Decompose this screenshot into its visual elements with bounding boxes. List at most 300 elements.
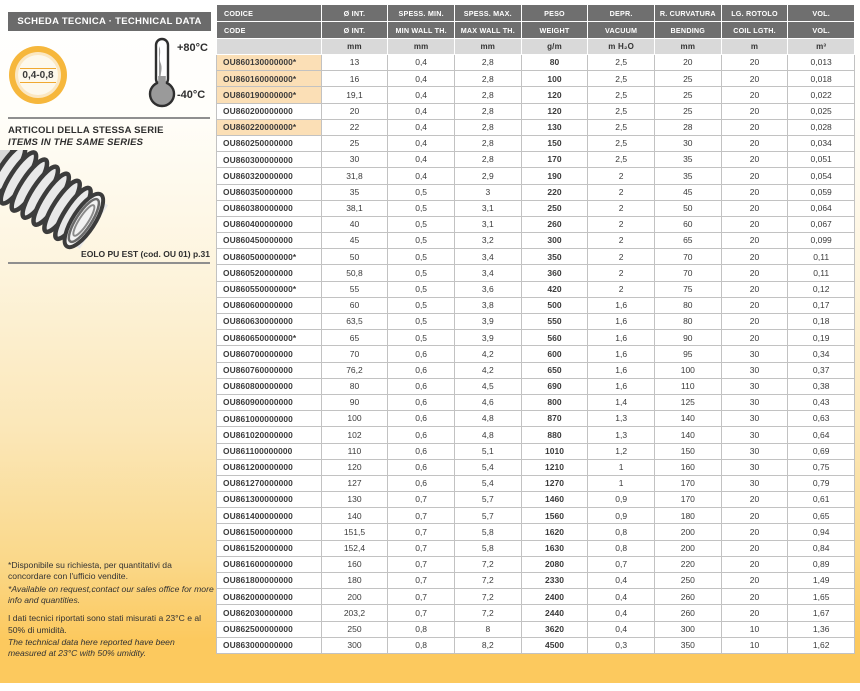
value-cell: 1,62 <box>788 637 855 653</box>
value-cell: 5,8 <box>454 524 521 540</box>
value-cell: 0,5 <box>388 233 455 249</box>
value-cell: 31,8 <box>321 168 388 184</box>
value-cell: 1,6 <box>588 314 655 330</box>
value-cell: 2,8 <box>454 119 521 135</box>
table-row <box>217 475 855 491</box>
value-cell: 0,8 <box>588 524 655 540</box>
value-cell: 0,7 <box>388 492 455 508</box>
value-cell: 13 <box>321 55 388 71</box>
temperature-max: +80°C <box>177 42 209 54</box>
value-cell: 1,6 <box>588 346 655 362</box>
table-row <box>217 330 855 346</box>
product-code-cell: OU861000000000 <box>217 411 322 427</box>
thermometer-icon <box>146 36 178 115</box>
product-code-cell: OU860350000000 <box>217 184 322 200</box>
value-cell: 35 <box>321 184 388 200</box>
table-body <box>217 55 855 654</box>
temperature-min: -40°C <box>177 89 206 101</box>
value-cell: 0,34 <box>788 346 855 362</box>
product-code-cell: OU861400000000 <box>217 508 322 524</box>
value-cell: 0,7 <box>388 524 455 540</box>
product-code-cell: OU861600000000 <box>217 556 322 572</box>
value-cell: 2 <box>588 168 655 184</box>
value-cell: 0,5 <box>388 184 455 200</box>
value-cell: 0,5 <box>388 265 455 281</box>
value-cell: 0,6 <box>388 475 455 491</box>
value-cell: 0,79 <box>788 475 855 491</box>
header-row-en <box>217 22 855 39</box>
value-cell: 20 <box>654 55 721 71</box>
value-cell: 0,9 <box>588 508 655 524</box>
value-cell: 1,3 <box>588 411 655 427</box>
value-cell: 20 <box>721 152 788 168</box>
value-cell: 20 <box>321 103 388 119</box>
value-cell: 30 <box>654 135 721 151</box>
value-cell: 1,2 <box>588 443 655 459</box>
column-header: MAX WALL TH. <box>454 22 521 39</box>
product-code-cell: OU860650000000* <box>217 330 322 346</box>
value-cell: 0,65 <box>788 508 855 524</box>
value-cell: 65 <box>654 233 721 249</box>
hose-image <box>0 150 112 259</box>
table-row <box>217 573 855 589</box>
value-cell: 0,89 <box>788 556 855 572</box>
value-cell: 25 <box>654 103 721 119</box>
value-cell: 2,8 <box>454 135 521 151</box>
value-cell: 1620 <box>521 524 588 540</box>
value-cell: 100 <box>521 71 588 87</box>
value-cell: 0,12 <box>788 281 855 297</box>
value-cell: 70 <box>654 249 721 265</box>
value-cell: 0,6 <box>388 346 455 362</box>
value-cell: 30 <box>721 411 788 427</box>
product-code-cell: OU861020000000 <box>217 427 322 443</box>
value-cell: 1,4 <box>588 394 655 410</box>
value-cell: 3,1 <box>454 216 521 232</box>
product-code-cell: OU860220000000* <box>217 119 322 135</box>
value-cell: 120 <box>521 103 588 119</box>
value-cell: 0,17 <box>788 297 855 313</box>
value-cell: 35 <box>654 168 721 184</box>
value-cell: 10 <box>721 637 788 653</box>
value-cell: 0,6 <box>388 411 455 427</box>
column-header: Ø INT. <box>321 22 388 39</box>
value-cell: 0,5 <box>388 330 455 346</box>
value-cell: 30 <box>721 459 788 475</box>
value-cell: 90 <box>654 330 721 346</box>
value-cell: 1,6 <box>588 330 655 346</box>
value-cell: 76,2 <box>321 362 388 378</box>
product-code-cell: OU860630000000 <box>217 314 322 330</box>
value-cell: 1210 <box>521 459 588 475</box>
product-code-cell: OU861800000000 <box>217 573 322 589</box>
value-cell: 420 <box>521 281 588 297</box>
value-cell: 0,7 <box>388 573 455 589</box>
value-cell: 30 <box>721 427 788 443</box>
value-cell: 3,8 <box>454 297 521 313</box>
table-row <box>217 152 855 168</box>
table-row <box>217 637 855 653</box>
value-cell: 20 <box>721 605 788 621</box>
value-cell: 100 <box>654 362 721 378</box>
table-row <box>217 297 855 313</box>
value-cell: 1560 <box>521 508 588 524</box>
value-cell: 2,5 <box>588 103 655 119</box>
table-row <box>217 168 855 184</box>
value-cell: 1,67 <box>788 605 855 621</box>
value-cell: 3620 <box>521 621 588 637</box>
table-row <box>217 55 855 71</box>
value-cell: 7,2 <box>454 556 521 572</box>
value-cell: 20 <box>721 589 788 605</box>
unit-cell: m <box>721 39 788 55</box>
value-cell: 30 <box>721 362 788 378</box>
value-cell: 4500 <box>521 637 588 653</box>
value-cell: 2330 <box>521 573 588 589</box>
value-cell: 0,4 <box>588 573 655 589</box>
table-row <box>217 589 855 605</box>
value-cell: 2400 <box>521 589 588 605</box>
value-cell: 5,7 <box>454 508 521 524</box>
value-cell: 2,8 <box>454 152 521 168</box>
table-row <box>217 556 855 572</box>
value-cell: 7,2 <box>454 605 521 621</box>
wall-thickness-badge-icon <box>9 46 67 104</box>
value-cell: 4,6 <box>454 394 521 410</box>
value-cell: 0,5 <box>388 216 455 232</box>
value-cell: 180 <box>321 573 388 589</box>
sidebar <box>0 0 216 691</box>
value-cell: 20 <box>721 314 788 330</box>
value-cell: 20 <box>721 330 788 346</box>
value-cell: 5,7 <box>454 492 521 508</box>
value-cell: 0,3 <box>588 637 655 653</box>
value-cell: 190 <box>521 168 588 184</box>
value-cell: 4,2 <box>454 362 521 378</box>
value-cell: 5,1 <box>454 443 521 459</box>
value-cell: 0,5 <box>388 297 455 313</box>
product-code-cell: OU860160000000* <box>217 71 322 87</box>
value-cell: 3,6 <box>454 281 521 297</box>
value-cell: 140 <box>321 508 388 524</box>
value-cell: 20 <box>721 233 788 249</box>
product-code-cell: OU860250000000 <box>217 135 322 151</box>
value-cell: 80 <box>654 297 721 313</box>
value-cell: 3,2 <box>454 233 521 249</box>
value-cell: 0,6 <box>388 378 455 394</box>
value-cell: 0,4 <box>388 119 455 135</box>
value-cell: 30 <box>721 475 788 491</box>
column-header: VOL. <box>788 22 855 39</box>
product-code-cell: OU860320000000 <box>217 168 322 184</box>
value-cell: 0,94 <box>788 524 855 540</box>
product-code-cell: OU860900000000 <box>217 394 322 410</box>
column-header: WEIGHT <box>521 22 588 39</box>
value-cell: 1,36 <box>788 621 855 637</box>
value-cell: 0,8 <box>388 637 455 653</box>
value-cell: 20 <box>721 265 788 281</box>
table-row <box>217 378 855 394</box>
value-cell: 0,7 <box>388 589 455 605</box>
value-cell: 5,8 <box>454 540 521 556</box>
value-cell: 16 <box>321 71 388 87</box>
value-cell: 30 <box>721 378 788 394</box>
table-row <box>217 492 855 508</box>
value-cell: 20 <box>721 135 788 151</box>
value-cell: 140 <box>654 427 721 443</box>
value-cell: 0,19 <box>788 330 855 346</box>
value-cell: 170 <box>521 152 588 168</box>
value-cell: 20 <box>721 200 788 216</box>
product-code-cell: OU860500000000* <box>217 249 322 265</box>
product-code-cell: OU862500000000 <box>217 621 322 637</box>
value-cell: 0,5 <box>388 200 455 216</box>
footnote-text: *Available on request,contact our sales office for more info and quantities. <box>8 583 214 606</box>
value-cell: 1 <box>588 459 655 475</box>
value-cell: 0,38 <box>788 378 855 394</box>
value-cell: 300 <box>654 621 721 637</box>
value-cell: 2 <box>588 233 655 249</box>
value-cell: 4,5 <box>454 378 521 394</box>
value-cell: 8,2 <box>454 637 521 653</box>
value-cell: 4,8 <box>454 427 521 443</box>
value-cell: 0,84 <box>788 540 855 556</box>
value-cell: 2 <box>588 265 655 281</box>
value-cell: 170 <box>654 492 721 508</box>
value-cell: 5,4 <box>454 459 521 475</box>
column-header: LG. ROTOLO <box>721 5 788 22</box>
value-cell: 1,65 <box>788 589 855 605</box>
value-cell: 25 <box>654 87 721 103</box>
table-row <box>217 200 855 216</box>
value-cell: 3 <box>454 184 521 200</box>
value-cell: 0,63 <box>788 411 855 427</box>
value-cell: 20 <box>721 55 788 71</box>
value-cell: 0,099 <box>788 233 855 249</box>
unit-cell: g/m <box>521 39 588 55</box>
value-cell: 0,6 <box>388 394 455 410</box>
product-code-cell: OU860550000000* <box>217 281 322 297</box>
table-row <box>217 540 855 556</box>
value-cell: 130 <box>321 492 388 508</box>
value-cell: 200 <box>321 589 388 605</box>
value-cell: 2 <box>588 200 655 216</box>
value-cell: 22 <box>321 119 388 135</box>
table-row <box>217 314 855 330</box>
value-cell: 0,75 <box>788 459 855 475</box>
value-cell: 360 <box>521 265 588 281</box>
value-cell: 300 <box>321 637 388 653</box>
value-cell: 0,054 <box>788 168 855 184</box>
value-cell: 102 <box>321 427 388 443</box>
value-cell: 25 <box>321 135 388 151</box>
product-code-cell: OU860380000000 <box>217 200 322 216</box>
value-cell: 0,8 <box>388 621 455 637</box>
table-row <box>217 103 855 119</box>
value-cell: 0,69 <box>788 443 855 459</box>
value-cell: 0,4 <box>388 168 455 184</box>
product-code-cell: OU860700000000 <box>217 346 322 362</box>
header-row-it <box>217 5 855 22</box>
product-code-cell: OU861270000000 <box>217 475 322 491</box>
column-header: CODICE <box>217 5 322 22</box>
value-cell: 20 <box>721 71 788 87</box>
value-cell: 2 <box>588 281 655 297</box>
value-cell: 151,5 <box>321 524 388 540</box>
value-cell: 650 <box>521 362 588 378</box>
value-cell: 0,61 <box>788 492 855 508</box>
value-cell: 0,4 <box>588 605 655 621</box>
value-cell: 150 <box>521 135 588 151</box>
value-cell: 20 <box>721 249 788 265</box>
value-cell: 1,49 <box>788 573 855 589</box>
table-row <box>217 621 855 637</box>
value-cell: 260 <box>654 605 721 621</box>
value-cell: 250 <box>654 573 721 589</box>
value-cell: 19,1 <box>321 87 388 103</box>
table-row <box>217 119 855 135</box>
value-cell: 500 <box>521 297 588 313</box>
table-row <box>217 459 855 475</box>
related-item-caption: EOLO PU EST (cod. OU 01) p.31 <box>81 249 210 259</box>
value-cell: 2,5 <box>588 71 655 87</box>
column-header: R. CURVATURA <box>654 5 721 22</box>
value-cell: 3,4 <box>454 249 521 265</box>
value-cell: 25 <box>654 71 721 87</box>
badge-value: 0,4-0,8 <box>22 69 54 81</box>
value-cell: 120 <box>321 459 388 475</box>
table-row <box>217 71 855 87</box>
footnotes <box>8 560 214 661</box>
column-header: PESO <box>521 5 588 22</box>
value-cell: 0,013 <box>788 55 855 71</box>
value-cell: 20 <box>721 540 788 556</box>
value-cell: 800 <box>521 394 588 410</box>
table-row <box>217 135 855 151</box>
technical-data-table <box>216 4 855 654</box>
product-code-cell: OU860300000000 <box>217 152 322 168</box>
value-cell: 0,6 <box>388 362 455 378</box>
value-cell: 0,4 <box>588 589 655 605</box>
unit-cell: m³ <box>788 39 855 55</box>
series-heading-it: ARTICOLI DELLA STESSA SERIE <box>8 125 164 136</box>
divider-line <box>8 262 210 264</box>
value-cell: 170 <box>654 475 721 491</box>
column-header: SPESS. MAX. <box>454 5 521 22</box>
value-cell: 0,025 <box>788 103 855 119</box>
unit-cell: m H₂O <box>588 39 655 55</box>
value-cell: 1460 <box>521 492 588 508</box>
unit-cell: mm <box>321 39 388 55</box>
table-row <box>217 427 855 443</box>
table-row <box>217 508 855 524</box>
value-cell: 0,034 <box>788 135 855 151</box>
value-cell: 180 <box>654 508 721 524</box>
footnote-text: The technical data here reported have been measured at 23°C with 50% umidity. <box>8 637 175 659</box>
value-cell: 600 <box>521 346 588 362</box>
value-cell: 0,7 <box>388 605 455 621</box>
value-cell: 75 <box>654 281 721 297</box>
value-cell: 7,2 <box>454 573 521 589</box>
table-row <box>217 411 855 427</box>
value-cell: 70 <box>321 346 388 362</box>
value-cell: 560 <box>521 330 588 346</box>
value-cell: 0,7 <box>388 556 455 572</box>
value-cell: 350 <box>654 637 721 653</box>
unit-row <box>217 39 855 55</box>
value-cell: 110 <box>321 443 388 459</box>
value-cell: 2,9 <box>454 168 521 184</box>
value-cell: 0,7 <box>388 508 455 524</box>
table-row <box>217 394 855 410</box>
value-cell: 0,022 <box>788 87 855 103</box>
column-header: MIN WALL TH. <box>388 22 455 39</box>
value-cell: 2,8 <box>454 71 521 87</box>
value-cell: 30 <box>321 152 388 168</box>
value-cell: 152,4 <box>321 540 388 556</box>
value-cell: 10 <box>721 621 788 637</box>
value-cell: 870 <box>521 411 588 427</box>
product-code-cell: OU860130000000* <box>217 55 322 71</box>
value-cell: 127 <box>321 475 388 491</box>
value-cell: 0,6 <box>388 459 455 475</box>
value-cell: 0,4 <box>588 621 655 637</box>
table-row <box>217 362 855 378</box>
value-cell: 20 <box>721 216 788 232</box>
technical-data-table-wrap <box>216 4 855 654</box>
value-cell: 5,4 <box>454 475 521 491</box>
value-cell: 300 <box>521 233 588 249</box>
value-cell: 140 <box>654 411 721 427</box>
value-cell: 2,8 <box>454 55 521 71</box>
table-row <box>217 605 855 621</box>
value-cell: 220 <box>654 556 721 572</box>
value-cell: 0,4 <box>388 103 455 119</box>
value-cell: 0,8 <box>588 540 655 556</box>
value-cell: 120 <box>521 87 588 103</box>
value-cell: 2 <box>588 184 655 200</box>
value-cell: 45 <box>321 233 388 249</box>
column-header: VACUUM <box>588 22 655 39</box>
value-cell: 28 <box>654 119 721 135</box>
value-cell: 7,2 <box>454 589 521 605</box>
product-code-cell: OU861200000000 <box>217 459 322 475</box>
table-head <box>217 5 855 55</box>
value-cell: 30 <box>721 443 788 459</box>
value-cell: 0,7 <box>588 556 655 572</box>
value-cell: 0,4 <box>388 55 455 71</box>
badge-inner-ring <box>15 52 61 98</box>
product-code-cell: OU862000000000 <box>217 589 322 605</box>
value-cell: 2,8 <box>454 87 521 103</box>
value-cell: 20 <box>721 524 788 540</box>
value-cell: 0,37 <box>788 362 855 378</box>
table-row <box>217 281 855 297</box>
column-header: DEPR. <box>588 5 655 22</box>
table-row <box>217 184 855 200</box>
value-cell: 260 <box>654 589 721 605</box>
value-cell: 65 <box>321 330 388 346</box>
value-cell: 0,018 <box>788 71 855 87</box>
value-cell: 1,6 <box>588 362 655 378</box>
table-row <box>217 87 855 103</box>
value-cell: 38,1 <box>321 200 388 216</box>
value-cell: 60 <box>321 297 388 313</box>
unit-cell: mm <box>388 39 455 55</box>
value-cell: 35 <box>654 152 721 168</box>
value-cell: 0,4 <box>388 87 455 103</box>
unit-cell <box>217 39 322 55</box>
